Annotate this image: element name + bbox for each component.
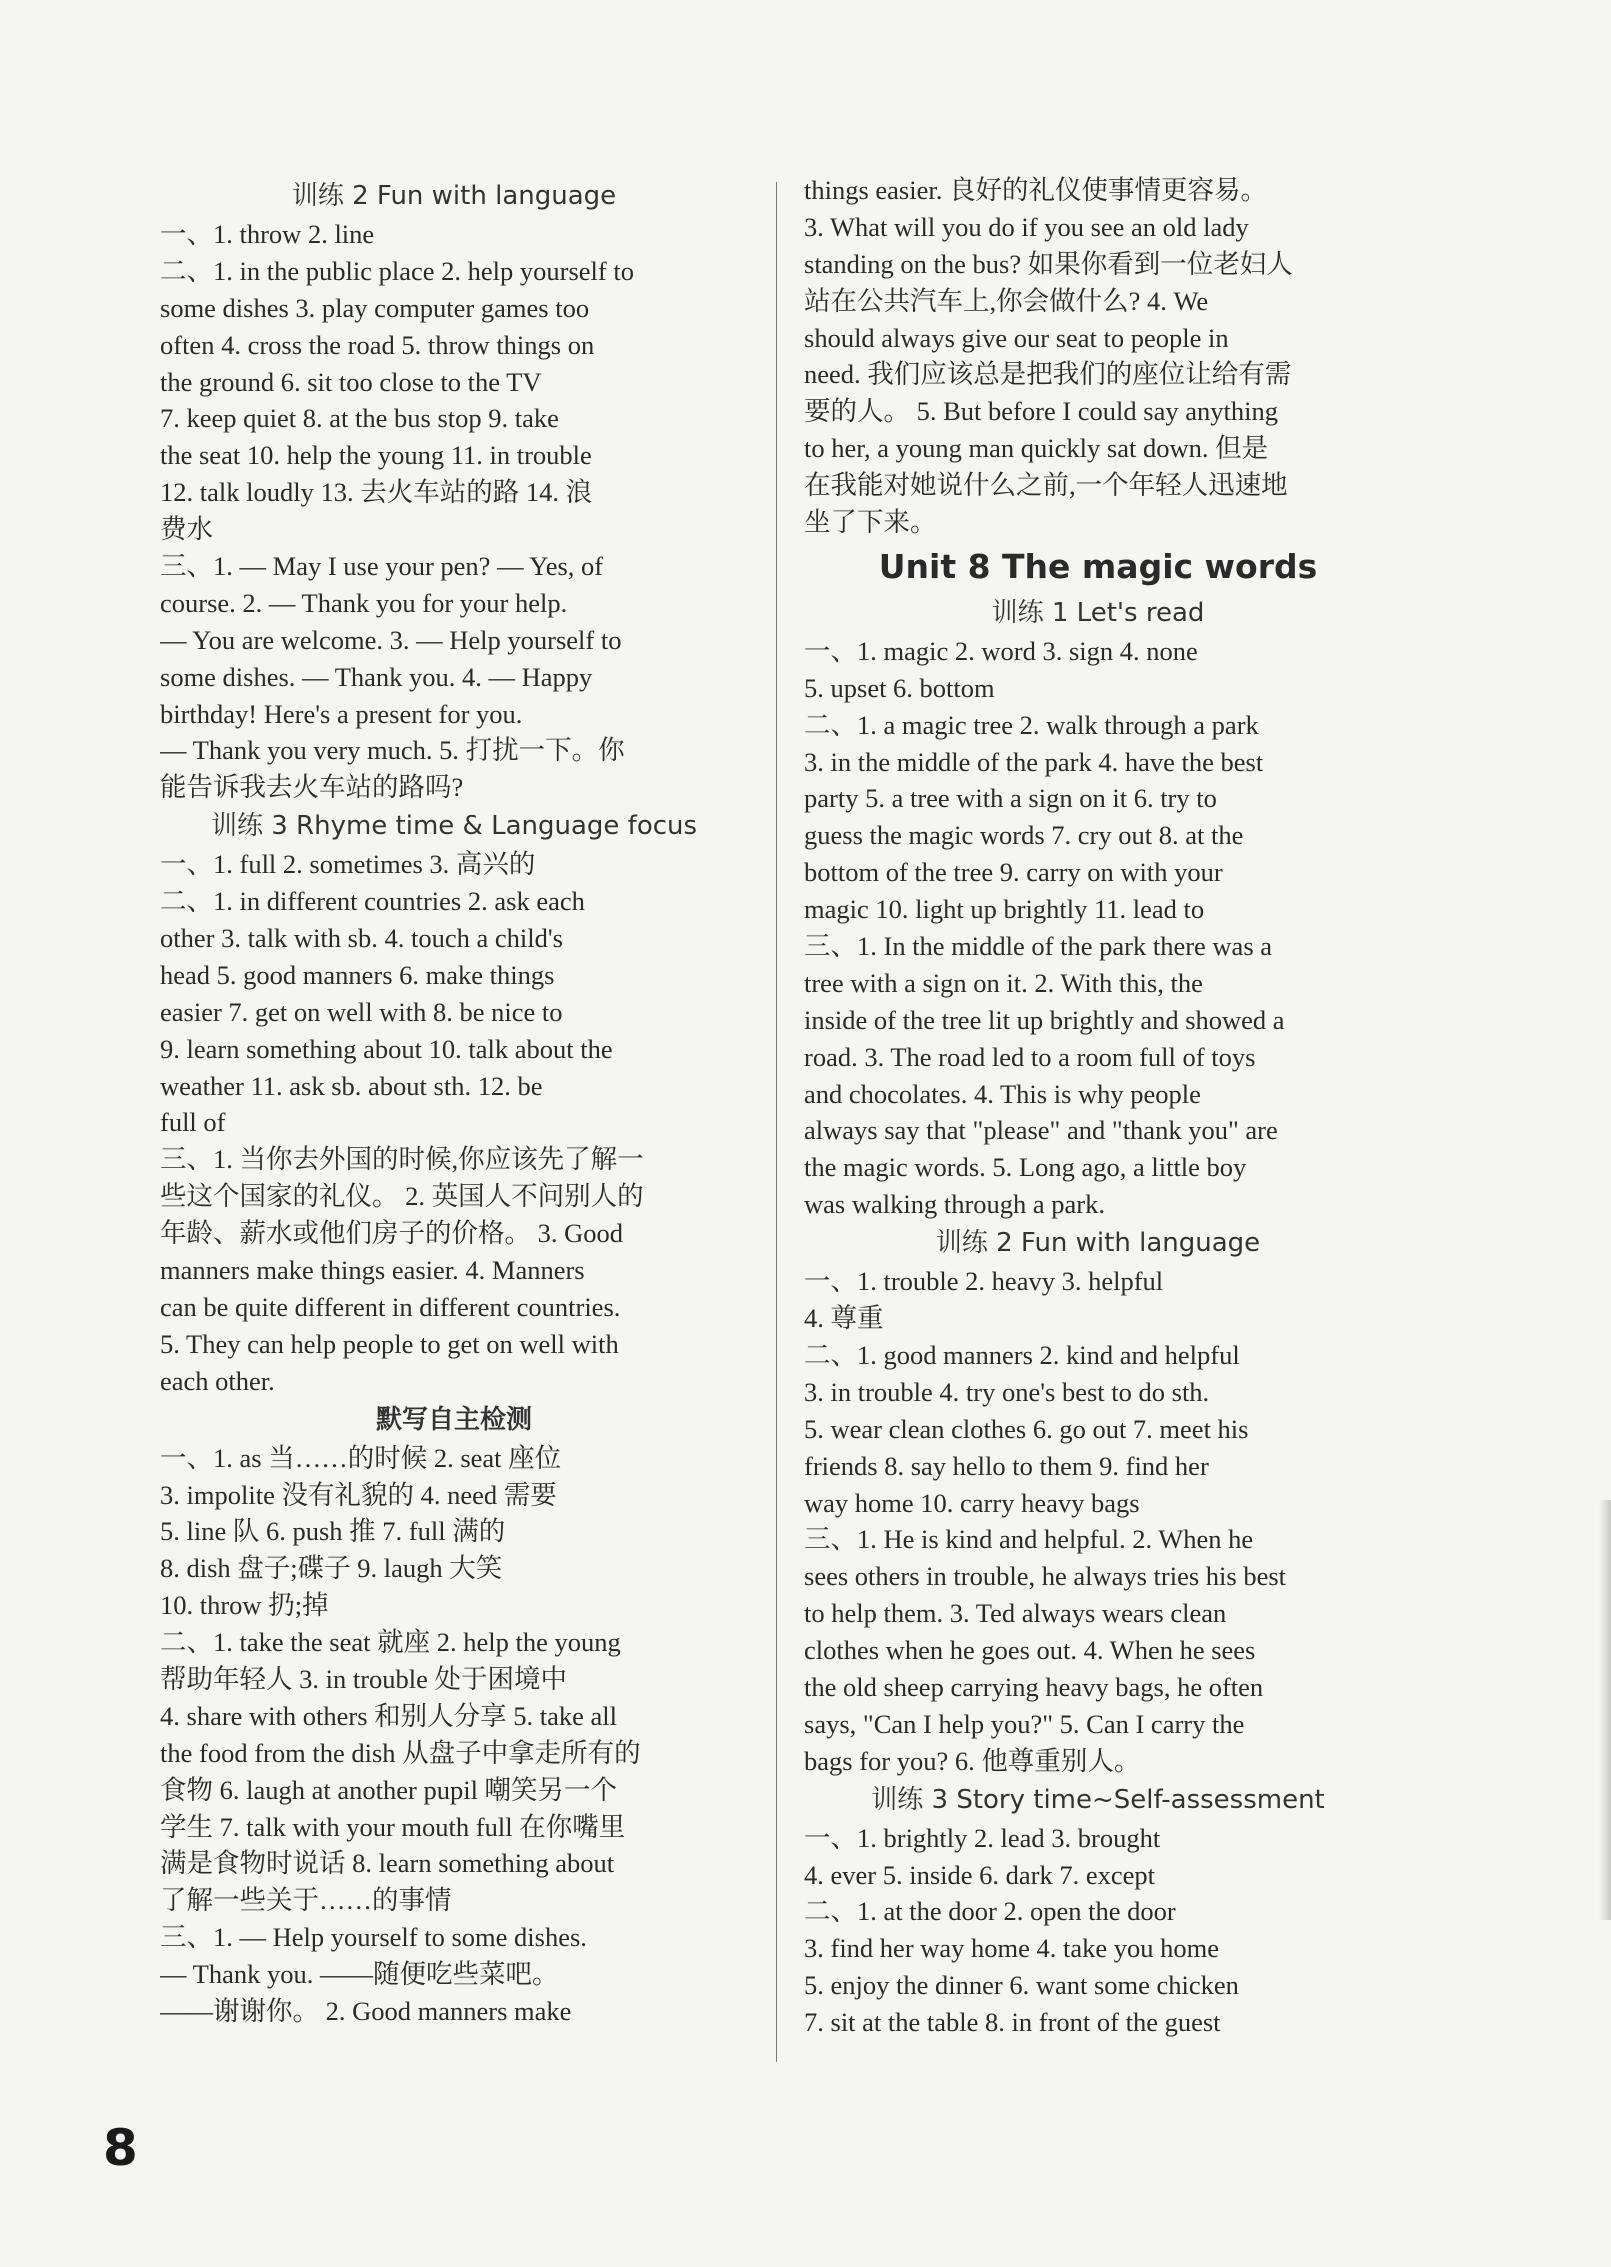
answer-line: 3. in the middle of the park 4. have the best [804,746,1264,777]
answer-line: birthday! Here's a present for you. [160,698,523,729]
answer-line: 5. enjoy the dinner 6. want some chicken [804,1970,1239,2001]
answer-line: 9. learn something about 10. talk about the [160,1033,613,1064]
answer-line: the food from the dish 从盘子中拿走所有的 [160,1737,641,1768]
answer-line: 能告诉我去火车站的路吗? [160,772,464,803]
answer-line: clothes when he goes out. 4. When he sees [804,1635,1256,1666]
answer-line: always say that "please" and "thank you" are [804,1115,1278,1146]
answer-line: 二、1. in the public place 2. help yourself to [160,255,634,286]
page-number: 8 [103,2119,138,2177]
answer-line: head 5. good manners 6. make things [160,959,555,990]
answer-line: tree with a sign on it. 2. With this, the [804,967,1203,998]
answer-line: 12. talk loudly 13. 去火车站的路 14. 浪 [160,477,593,508]
answer-line: 4. 尊重 [804,1303,884,1334]
answer-line: 二、1. good manners 2. kind and helpful [804,1339,1240,1370]
answer-line: weather 11. ask sb. about sth. 12. be [160,1070,543,1101]
answer-line: way home 10. carry heavy bags [804,1487,1140,1518]
answer-line: — You are welcome. 3. — Help yourself to [160,624,622,655]
answer-line: inside of the tree lit up brightly and showed a [804,1004,1285,1035]
answer-line: often 4. cross the road 5. throw things on [160,329,595,360]
answer-line: to help them. 3. Ted always wears clean [804,1598,1227,1629]
answer-line: 一、1. as 当……的时候 2. seat 座位 [160,1442,562,1473]
answer-line: can be quite different in different countries. [160,1291,621,1322]
answer-line: some dishes. — Thank you. 4. — Happy [160,661,593,692]
answer-line: 10. throw 扔;掉 [160,1590,329,1621]
answer-line: things easier. 良好的礼仪使事情更容易。 [804,175,1267,205]
answer-line: 5. They can help people to get on well with [160,1328,619,1359]
answer-line: the ground 6. sit too close to the TV [160,366,542,397]
answer-line: 站在公共汽车上,你会做什么? 4. We [804,285,1209,316]
answer-line: 三、1. — Help yourself to some dishes. [160,1922,587,1953]
answer-line: 3. find her way home 4. take you home [804,1933,1220,1964]
answer-line: 5. upset 6. bottom [804,672,995,703]
answer-line: friends 8. say hello to them 9. find her [804,1450,1209,1481]
answer-line: 要的人。 5. But before I could say anything [804,396,1278,427]
answer-line: 一、1. throw 2. line [160,219,375,249]
answer-line: other 3. talk with sb. 4. touch a child's [160,923,563,954]
unit-title: Unit 8 The magic words [878,546,1318,586]
answer-line: 食物 6. laugh at another pupil 嘲笑另一个 [160,1774,618,1805]
answer-line: 三、1. — May I use your pen? — Yes, of [160,551,604,582]
answer-line: 了解一些关于……的事情 [160,1885,452,1916]
section-heading: 训练 3 Rhyme time & Language focus [210,811,698,842]
section-heading: 训练 3 Story time~Self-assessment [871,1784,1325,1815]
answer-line: party 5. a tree with a sign on it 6. try to [804,783,1217,814]
answer-line: — Thank you very much. 5. 打扰一下。你 [160,735,625,766]
answer-line: 一、1. trouble 2. heavy 3. helpful [804,1266,1164,1297]
answer-line: the old sheep carrying heavy bags, he often [804,1671,1264,1702]
answer-line: 学生 7. talk with your mouth full 在你嘴里 [160,1811,626,1842]
answer-line: 二、1. take the seat 就座 2. help the young [160,1627,621,1658]
answer-line: course. 2. — Thank you for your help. [160,587,568,618]
answer-line: standing on the bus? 如果你看到一位老妇人 [804,248,1293,279]
answer-line: says, "Can I help you?" 5. Can I carry the [804,1708,1245,1739]
section-heading: 训练 1 Let's read [991,597,1205,628]
answer-line: 5. wear clean clothes 6. go out 7. meet his [804,1413,1249,1444]
answer-line: each other. [160,1365,275,1396]
answer-line: 在我能对她说什么之前,一个年轻人迅速地 [804,470,1288,501]
answer-line: should always give our seat to people in [804,322,1229,353]
answer-line: some dishes 3. play computer games too [160,292,590,323]
answer-line: sees others in trouble, he always tries his best [804,1561,1287,1592]
left-column [160,176,748,2030]
answer-line: the seat 10. help the young 11. in trouble [160,440,592,471]
answer-line: 7. sit at the table 8. in front of the guest [804,2007,1221,2038]
answer-line: manners make things easier. 4. Manners [160,1255,585,1286]
dictation-heading: 默写自主检测 [375,1404,532,1435]
answer-line: 7. keep quiet 8. at the bus stop 9. take [160,403,559,434]
answer-line: 年龄、薪水或他们房子的价格。 3. Good [160,1218,624,1249]
section-heading: 训练 2 Fun with language [291,181,617,211]
answer-line: 4. share with others 和别人分享 5. take all [160,1700,618,1731]
answer-line: road. 3. The road led to a room full of toys [804,1041,1256,1072]
section-heading: 训练 2 Fun with language [935,1228,1261,1259]
answer-line: 3. impolite 没有礼貌的 4. need 需要 [160,1479,557,1510]
answer-line: ——谢谢你。 2. Good manners make [160,1995,572,2026]
answer-line: 5. line 队 6. push 推 7. full 满的 [160,1516,506,1547]
answer-line: full of [160,1107,226,1138]
page-edge-shadow [1599,1500,1611,1920]
answer-line: bags for you? 6. 他尊重别人。 [804,1745,1141,1776]
column-divider [776,182,777,2062]
answer-line: 3. in trouble 4. try one's best to do sth. [804,1376,1210,1407]
answer-line: 二、1. a magic tree 2. walk through a park [804,709,1259,740]
answer-line: 一、1. brightly 2. lead 3. brought [804,1822,1161,1853]
answer-line: 4. ever 5. inside 6. dark 7. except [804,1859,1156,1890]
answer-line: and chocolates. 4. This is why people [804,1078,1201,1109]
answer-line: 满是食物时说话 8. learn something about [160,1848,615,1879]
answer-line: 三、1. 当你去外国的时候,你应该先了解一 [160,1144,644,1175]
answer-line: — Thank you. ——随便吃些菜吧。 [160,1959,559,1990]
answer-line: 三、1. He is kind and helpful. 2. When he [804,1524,1254,1555]
answer-line: 3. What will you do if you see an old lady [804,211,1249,242]
answer-line: 坐了下来。 [804,507,937,538]
right-column [804,172,1392,2041]
answer-line: 二、1. at the door 2. open the door [804,1896,1176,1927]
answer-line: to her, a young man quickly sat down. 但是 [804,433,1269,464]
answer-line: was walking through a park. [804,1189,1105,1220]
answer-line: 三、1. In the middle of the park there was a [804,931,1273,962]
answer-line: 一、1. full 2. sometimes 3. 高兴的 [160,849,536,880]
answer-line: 些这个国家的礼仪。 2. 英国人不问别人的 [160,1181,644,1212]
answer-line: magic 10. light up brightly 11. lead to [804,894,1205,925]
answer-line: 8. dish 盘子;碟子 9. laugh 大笑 [160,1553,503,1584]
answer-line: 二、1. in different countries 2. ask each [160,886,585,917]
answer-line: 帮助年轻人 3. in trouble 处于困境中 [160,1663,568,1694]
answer-line: need. 我们应该总是把我们的座位让给有需 [804,359,1292,390]
answer-line: 费水 [160,514,213,545]
answer-line: the magic words. 5. Long ago, a little boy [804,1152,1247,1183]
answer-line: easier 7. get on well with 8. be nice to [160,996,563,1027]
answer-line: 一、1. magic 2. word 3. sign 4. none [804,635,1198,666]
answer-line: guess the magic words 7. cry out 8. at the [804,820,1244,851]
answer-line: bottom of the tree 9. carry on with your [804,857,1223,888]
